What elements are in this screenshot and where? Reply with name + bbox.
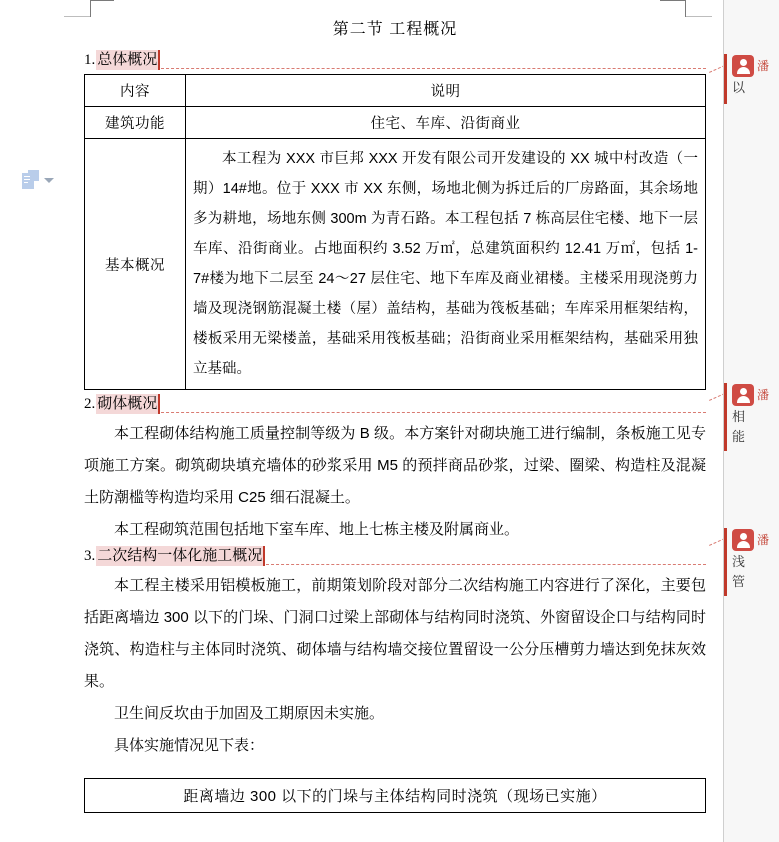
row-label-basic-overview: 基本概况 <box>85 139 186 390</box>
comment-author: 潘 <box>757 388 770 402</box>
document-body <box>84 16 706 813</box>
avatar <box>732 384 754 406</box>
comment-text-line: 以 <box>732 80 746 95</box>
avatar <box>732 55 754 77</box>
section-title-highlighted[interactable]: 砌体概况 <box>96 394 160 414</box>
section-heading-2 <box>84 394 706 415</box>
row-value-building-function: 住宅、车库、沿街商业 <box>186 107 706 139</box>
table-header-description: 说明 <box>186 75 706 107</box>
table-row <box>85 107 706 139</box>
table-row <box>85 779 706 813</box>
page-title: 第二节 工程概况 <box>332 21 458 38</box>
section-title-highlighted[interactable]: 二次结构一体化施工概况 <box>96 546 265 566</box>
section-heading-3 <box>84 546 706 567</box>
section-number: 3. <box>84 548 96 564</box>
comment-text-line: 能 <box>732 429 746 444</box>
section-heading-1 <box>84 50 706 71</box>
comment-leader-line-1 <box>161 68 706 69</box>
table-row <box>85 139 706 390</box>
masonry-paragraph-2: 本工程砌筑范围包括地下室车库、地上七栋主楼及附属商业。 <box>114 521 520 538</box>
basic-overview-text: 本工程为 XXX 市巨邦 XXX 开发有限公司开发建设的 XX 城中村改造（一期）14#地。位于 XXX 市 XX 东侧，场地北侧为拆迁后的厂房路面，其余场地多为耕地，场地东侧 300m 为青石路。本工程包括 7 栋高层住宅楼、地下一层车库、沿街商业。占地面积约 3.52 万㎡，总建筑面积约 12.41 万㎡，包括 1-7#楼为地下二层至 24～27 层住宅、地下车库及商业裙楼。主楼采用现浇剪力墙及现浇钢筋混凝土楼（屋）盖结构，基础为筏板基础；车库采用框架结构，楼板采用无梁楼盖，基础采用筏板基础；沿街商业采用框架结构，基础采用独立基础。 <box>193 151 698 377</box>
implementation-table-cell: 距离墙边 300 以下的门垛与主体结构同时浇筑（现场已实施） <box>85 779 706 813</box>
comment-card[interactable] <box>724 54 779 104</box>
paste-options-widget[interactable] <box>22 170 54 189</box>
comment-leader-line-3 <box>266 564 706 565</box>
paste-icon[interactable] <box>22 170 39 189</box>
comments-pane[interactable] <box>723 0 779 842</box>
secondary-paragraph-1: 本工程主楼采用铝模板施工，前期策划阶段对部分二次结构施工内容进行了深化，主要包括距离墙边 300 以下的门垛、门洞口过梁上部砌体与结构同时浇筑、外窗留设企口与结构同时浇筑、构造柱与主体同时浇筑、砌体墙与结构墙交接位置留设一公分压槽剪力墙达到免抹灰效果。 <box>84 577 706 690</box>
section-number: 2. <box>84 396 96 412</box>
row-value-basic-overview <box>186 139 706 390</box>
comment-card[interactable] <box>724 528 779 596</box>
avatar <box>732 529 754 551</box>
table-row-header <box>85 75 706 107</box>
comment-author: 潘 <box>757 59 770 73</box>
comment-author: 潘 <box>757 533 770 547</box>
masonry-paragraph-1: 本工程砌体结构施工质量控制等级为 B 级。本方案针对砌块施工进行编制，条板施工见专项施工方案。砌筑砌块填充墙体的砂浆采用 M5 的预拌商品砂浆，过梁、圈梁、构造柱及混凝土防潮槛等构造均采用 C25 细石混凝土。 <box>84 425 706 506</box>
implementation-table <box>84 778 706 813</box>
comment-text-line: 相 <box>732 409 746 424</box>
section-title-highlighted[interactable]: 总体概况 <box>96 50 160 70</box>
comment-text-line: 浅 <box>732 554 746 569</box>
chevron-down-icon[interactable] <box>44 178 54 183</box>
secondary-paragraph-2: 卫生间反坎由于加固及工期原因未实施。 <box>114 705 385 722</box>
overview-table <box>84 74 706 390</box>
table-header-content: 内容 <box>85 75 186 107</box>
comment-leader-line-2 <box>161 412 706 413</box>
row-label-building-function: 建筑功能 <box>85 107 186 139</box>
comment-card[interactable] <box>724 383 779 451</box>
section-number: 1. <box>84 52 96 68</box>
comment-text-line: 管 <box>732 574 746 589</box>
secondary-paragraph-3: 具体实施情况见下表： <box>114 737 265 754</box>
